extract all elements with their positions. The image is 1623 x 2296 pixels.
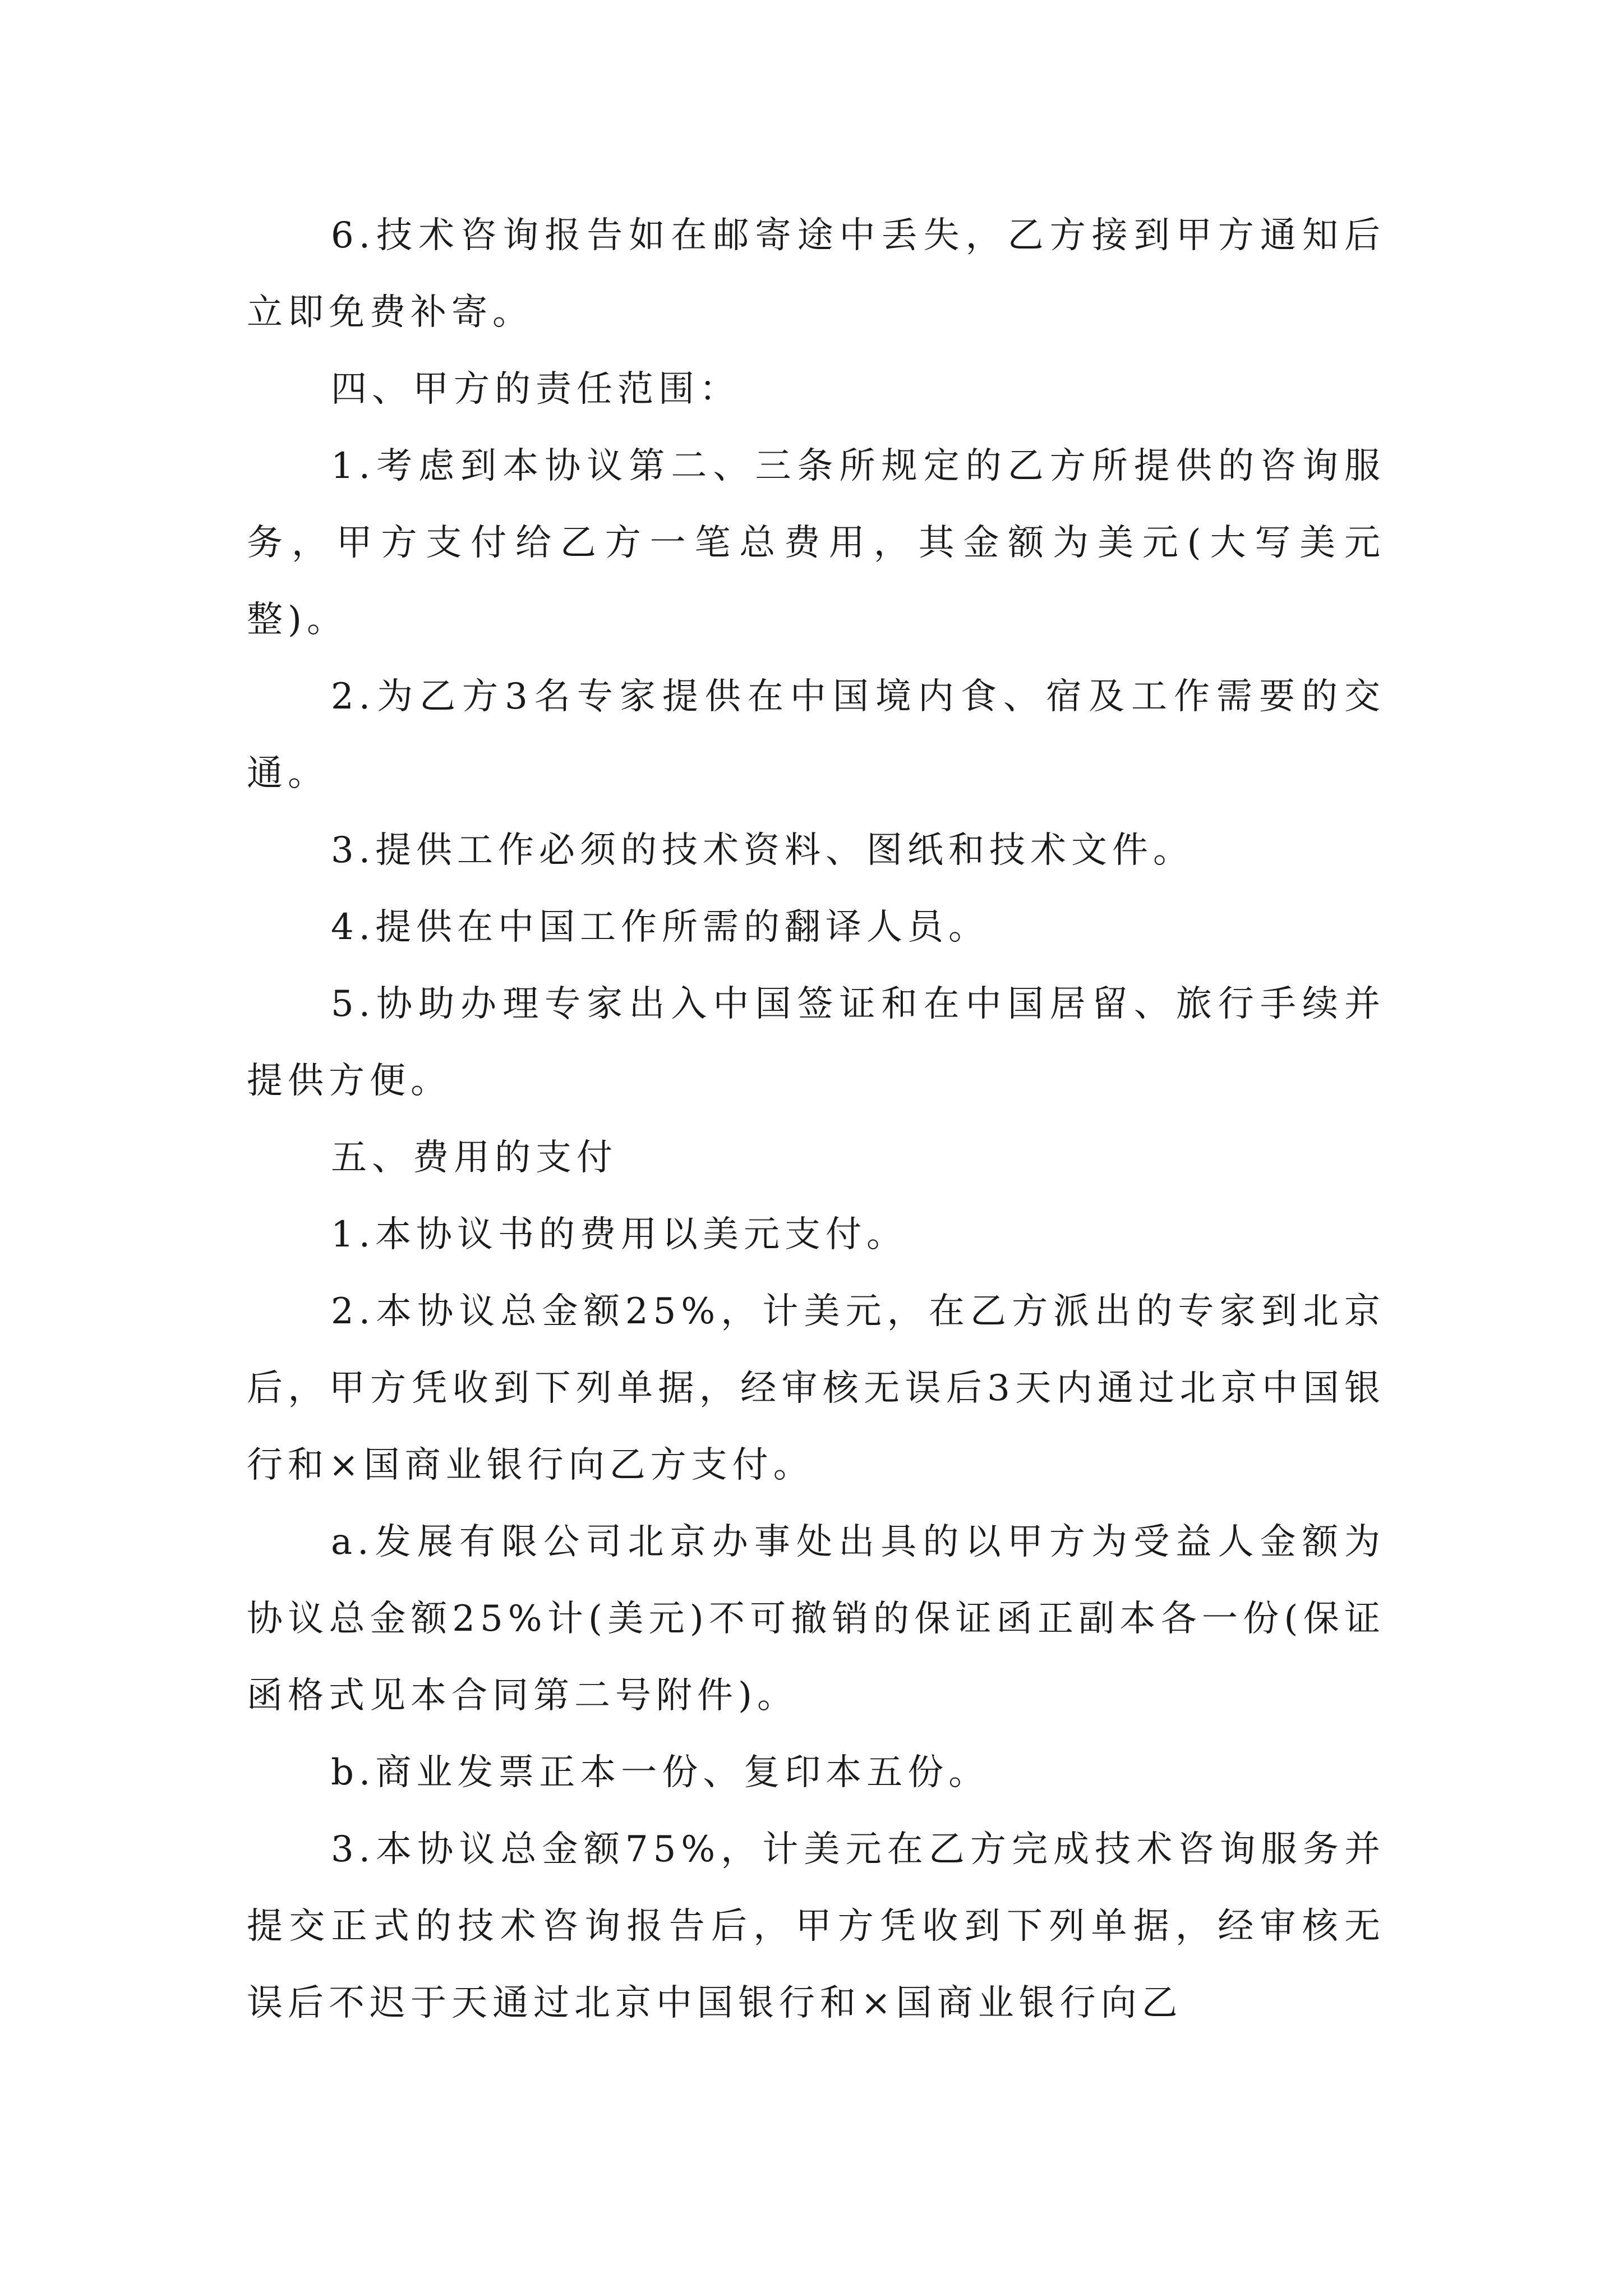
- document-body: [247, 197, 1385, 2042]
- section-heading-party-a-responsibilities: 四、甲方的责任范围：: [331, 369, 740, 410]
- paragraph-translators: 4.提供在中国工作所需的翻译人员。: [331, 907, 990, 948]
- paragraph-first-installment: 2.本协议总金额25%，计美元，在乙方派出的专家到北京后，甲方凭收到下列单据，经审核无误后3天内通过北京中国银行和×国商业银行向乙方支付。: [247, 1291, 1385, 1486]
- paragraph-commercial-invoice: b.商业发票正本一份、复印本五份。: [331, 1752, 990, 1793]
- paragraph-technical-materials: 3.提供工作必须的技术资料、图纸和技术文件。: [331, 830, 1195, 871]
- section-heading-payment: 五、费用的支付: [331, 1137, 617, 1179]
- paragraph-guarantee-letter: a.发展有限公司北京办事处出具的以甲方为受益人金额为协议总金额25%计(美元)不可撤销的保证函正副本各一份(保证函格式见本合同第二号附件)。: [247, 1521, 1385, 1717]
- paragraph-visa-assistance: 5.协助办理专家出入中国签证和在中国居留、旅行手续并提供方便。: [247, 983, 1385, 1102]
- paragraph-payment-currency: 1.本协议书的费用以美元支付。: [331, 1214, 908, 1255]
- paragraph-report-lost: 6.技术咨询报告如在邮寄途中丢失，乙方接到甲方通知后立即免费补寄。: [247, 215, 1385, 333]
- paragraph-second-installment: 3.本协议总金额75%，计美元在乙方完成技术咨询服务并提交正式的技术咨询报告后，甲方凭收到下列单据，经审核无误后不迟于天通过北京中国银行和×国商业银行向乙: [247, 1829, 1385, 2024]
- paragraph-expert-accommodation: 2.为乙方3名专家提供在中国境内食、宿及工作需要的交通。: [247, 676, 1385, 794]
- paragraph-total-fee: 1.考虑到本协议第二、三条所规定的乙方所提供的咨询服务，甲方支付给乙方一笔总费用，其金额为美元(大写美元整)。: [247, 445, 1385, 641]
